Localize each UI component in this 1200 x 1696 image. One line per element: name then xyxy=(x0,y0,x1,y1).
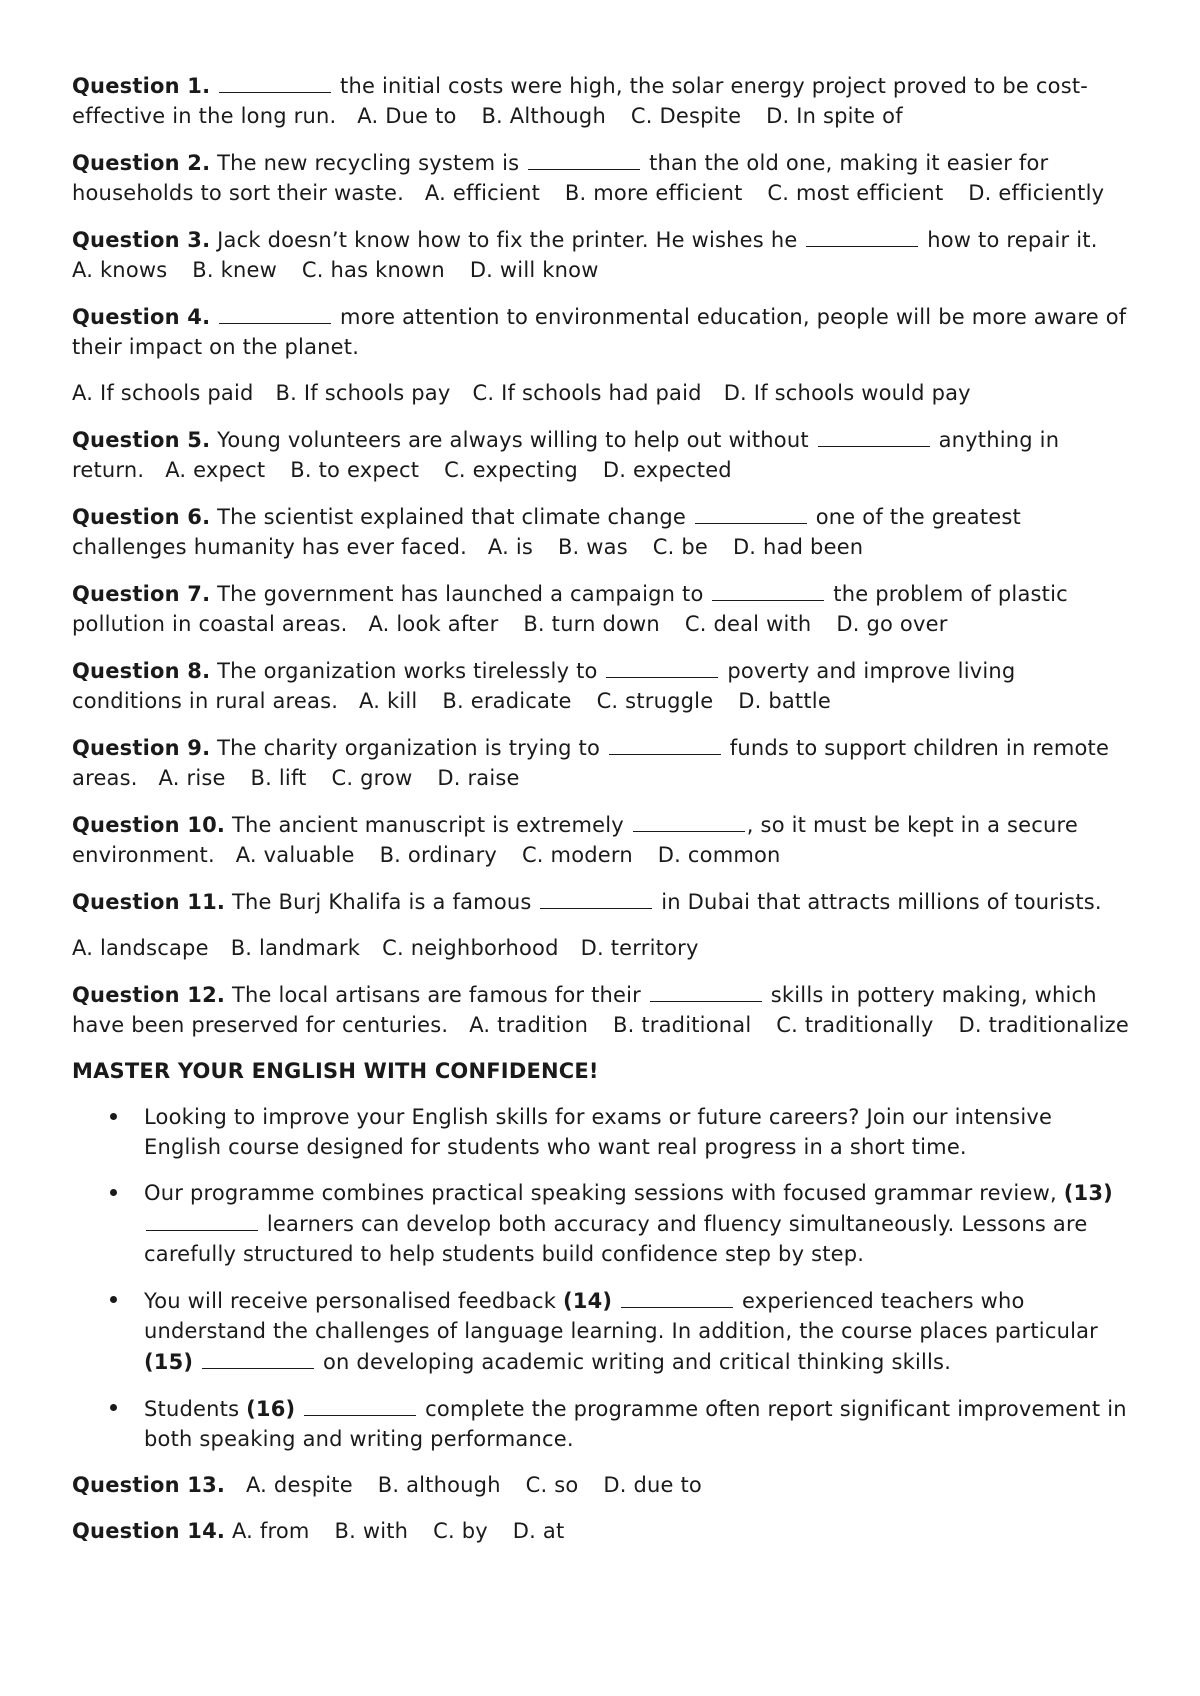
question-3 xyxy=(72,224,1130,285)
option: A. despite xyxy=(245,1473,353,1497)
answer-blank xyxy=(540,886,652,909)
question-text: the initial costs were high, the solar energy project proved to be cost-effective in the long run. xyxy=(72,74,1089,128)
question-label: Question 8. xyxy=(72,659,211,683)
answer-blank xyxy=(818,424,930,447)
question-text: , so it must be kept in a secure environment. xyxy=(72,813,1079,867)
option: C. traditionally xyxy=(776,1013,934,1037)
option: D. raise xyxy=(437,766,520,790)
bullet-text: You will receive personalised feedback xyxy=(144,1289,563,1313)
question-label: Question 3. xyxy=(72,228,211,252)
answer-blank xyxy=(633,809,745,832)
question-label: Question 14. xyxy=(72,1519,226,1543)
answer-blank xyxy=(650,979,762,1002)
question-text: The government has launched a campaign to xyxy=(210,582,711,606)
question-text: Young volunteers are always willing to help out without xyxy=(210,428,816,452)
question-text: The charity organization is trying to xyxy=(210,736,607,760)
bullet-text: Students xyxy=(144,1397,247,1421)
question-7 xyxy=(72,578,1130,639)
question-12 xyxy=(72,979,1130,1040)
option: A. landscape xyxy=(72,936,209,960)
option: A. is xyxy=(487,535,534,559)
bullet-text: on developing academic writing and critical thinking skills. xyxy=(316,1350,952,1374)
option: A. knows xyxy=(72,258,168,282)
question-text: The Burj Khalifa is a famous xyxy=(225,890,539,914)
option: C. so xyxy=(525,1473,579,1497)
option: B. was xyxy=(557,535,628,559)
question-2 xyxy=(72,147,1130,208)
question-label: Question 10. xyxy=(72,813,226,837)
question-text: the problem of plastic pollution in coastal areas. xyxy=(72,582,1068,636)
question-text: Jack doesn’t know how to fix the printer. He wishes he xyxy=(210,228,805,252)
answer-blank xyxy=(806,224,918,247)
option: A. valuable xyxy=(235,843,355,867)
option: D. efficiently xyxy=(968,181,1105,205)
bullet-text: Looking to improve your English skills for exams or future careers? Join our intensive English course designed for students who want real progress in a short time. xyxy=(144,1105,1053,1159)
bullet-item xyxy=(72,1178,1130,1269)
question-text: poverty and improve living conditions in rural areas. xyxy=(72,659,1016,713)
question-text: how to repair it. xyxy=(920,228,1098,252)
answer-blank xyxy=(202,1346,314,1369)
question-8 xyxy=(72,655,1130,716)
question-text: one of the greatest challenges humanity has ever faced. xyxy=(72,505,1021,559)
option: C. expecting xyxy=(444,458,578,482)
option: D. common xyxy=(657,843,781,867)
bullet-text: learners can develop both accuracy and fluency simultaneously. Lessons are carefully structured to help students build confidence step by step. xyxy=(144,1212,1088,1266)
gap-number: (14) xyxy=(562,1289,613,1313)
option: B. traditional xyxy=(612,1013,752,1037)
option: D. go over xyxy=(836,612,948,636)
option: C. has known xyxy=(301,258,445,282)
section-heading: MASTER YOUR ENGLISH WITH CONFIDENCE! xyxy=(72,1059,599,1083)
gap-number: (15) xyxy=(144,1350,194,1374)
option: B. eradicate xyxy=(442,689,572,713)
option: A. from xyxy=(231,1519,310,1543)
question-13 xyxy=(72,1470,1130,1500)
gap-number: (13) xyxy=(1063,1181,1113,1205)
bullet-icon xyxy=(110,1113,117,1120)
question-label: Question 13. xyxy=(72,1473,226,1497)
bullet-item xyxy=(72,1102,1130,1162)
answer-blank xyxy=(219,301,331,324)
question-10 xyxy=(72,809,1130,870)
question-label: Question 1. xyxy=(72,74,211,98)
bullet-text: complete the programme often report significant improvement in both speaking and writing performance. xyxy=(144,1397,1127,1451)
answer-blank xyxy=(609,732,721,755)
options-row xyxy=(72,378,1130,408)
advert-bullet-list xyxy=(72,1102,1130,1454)
option: C. modern xyxy=(521,843,633,867)
answer-blank xyxy=(712,578,824,601)
bullet-item xyxy=(72,1285,1130,1377)
option: D. traditionalize xyxy=(958,1013,1129,1037)
question-text: The scientist explained that climate change xyxy=(210,505,693,529)
question-text: anything in return. xyxy=(72,428,1060,482)
option: A. kill xyxy=(359,689,418,713)
option: D. battle xyxy=(738,689,831,713)
question-1 xyxy=(72,70,1130,131)
question-6 xyxy=(72,501,1130,562)
question-14 xyxy=(72,1516,1130,1546)
question-9 xyxy=(72,732,1130,793)
option: C. struggle xyxy=(596,689,714,713)
question-label: Question 9. xyxy=(72,736,211,760)
question-text: The new recycling system is xyxy=(210,151,527,175)
option: B. lift xyxy=(250,766,307,790)
question-label: Question 7. xyxy=(72,582,211,606)
option: C. neighborhood xyxy=(382,936,559,960)
question-label: Question 4. xyxy=(72,305,211,329)
question-text: skills in pottery making, which have been preserved for centuries. xyxy=(72,983,1097,1037)
question-4 xyxy=(72,301,1130,362)
question-5 xyxy=(72,424,1130,485)
option: B. although xyxy=(377,1473,501,1497)
answer-blank xyxy=(528,147,640,170)
question-text: The local artisans are famous for their xyxy=(225,983,648,1007)
answer-blank xyxy=(304,1393,416,1416)
question-11 xyxy=(72,886,1130,917)
question-label: Question 11. xyxy=(72,890,226,914)
question-label: Question 2. xyxy=(72,151,211,175)
option: A. rise xyxy=(158,766,226,790)
option: A. efficient xyxy=(424,181,541,205)
question-text: funds to support children in remote areas. xyxy=(72,736,1110,790)
bullet-icon xyxy=(110,1189,117,1196)
option: B. more efficient xyxy=(564,181,743,205)
bullet-icon xyxy=(110,1404,117,1411)
option: C. by xyxy=(433,1519,488,1543)
option: D. due to xyxy=(603,1473,702,1497)
option: A. tradition xyxy=(469,1013,589,1037)
option: C. most efficient xyxy=(767,181,944,205)
option: C. If schools had paid xyxy=(472,381,702,405)
option: C. be xyxy=(652,535,709,559)
bullet-text: experienced teachers who understand the challenges of language learning. In addition, the course places particular xyxy=(144,1289,1099,1343)
option: A. look after xyxy=(368,612,499,636)
option: A. If schools paid xyxy=(72,381,254,405)
bullet-item xyxy=(72,1393,1130,1454)
option: B. to expect xyxy=(290,458,420,482)
bullet-text: Our programme combines practical speaking sessions with focused grammar review, xyxy=(144,1181,1064,1205)
option: D. at xyxy=(512,1519,565,1543)
option: B. Although xyxy=(481,104,606,128)
option: D. If schools would pay xyxy=(723,381,971,405)
question-text: The organization works tirelessly to xyxy=(210,659,605,683)
option: B. landmark xyxy=(230,936,361,960)
option: B. with xyxy=(334,1519,409,1543)
option: D. had been xyxy=(732,535,864,559)
option: D. In spite of xyxy=(766,104,903,128)
option: D. expected xyxy=(602,458,732,482)
option: D. will know xyxy=(469,258,599,282)
option: A. expect xyxy=(165,458,266,482)
option: A. Due to xyxy=(357,104,457,128)
options-row xyxy=(72,933,1130,963)
bullet-icon xyxy=(110,1296,117,1303)
question-text: in Dubai that attracts millions of tourists. xyxy=(654,890,1102,914)
answer-blank xyxy=(146,1208,258,1231)
answer-blank xyxy=(695,501,807,524)
option: B. If schools pay xyxy=(275,381,451,405)
answer-blank xyxy=(219,70,331,93)
question-label: Question 5. xyxy=(72,428,211,452)
answer-blank xyxy=(606,655,718,678)
option: B. ordinary xyxy=(379,843,498,867)
question-text: The ancient manuscript is extremely xyxy=(225,813,631,837)
option: B. knew xyxy=(192,258,278,282)
option: C. Despite xyxy=(630,104,742,128)
gap-number: (16) xyxy=(246,1397,296,1421)
question-label: Question 6. xyxy=(72,505,211,529)
option: C. deal with xyxy=(684,612,812,636)
question-text: more attention to environmental education, people will be more aware of their impact on the planet. xyxy=(72,305,1127,359)
option: D. territory xyxy=(580,936,699,960)
option: C. grow xyxy=(331,766,413,790)
question-label: Question 12. xyxy=(72,983,226,1007)
answer-blank xyxy=(621,1285,733,1308)
question-text: than the old one, making it easier for households to sort their waste. xyxy=(72,151,1049,205)
option: B. turn down xyxy=(523,612,660,636)
